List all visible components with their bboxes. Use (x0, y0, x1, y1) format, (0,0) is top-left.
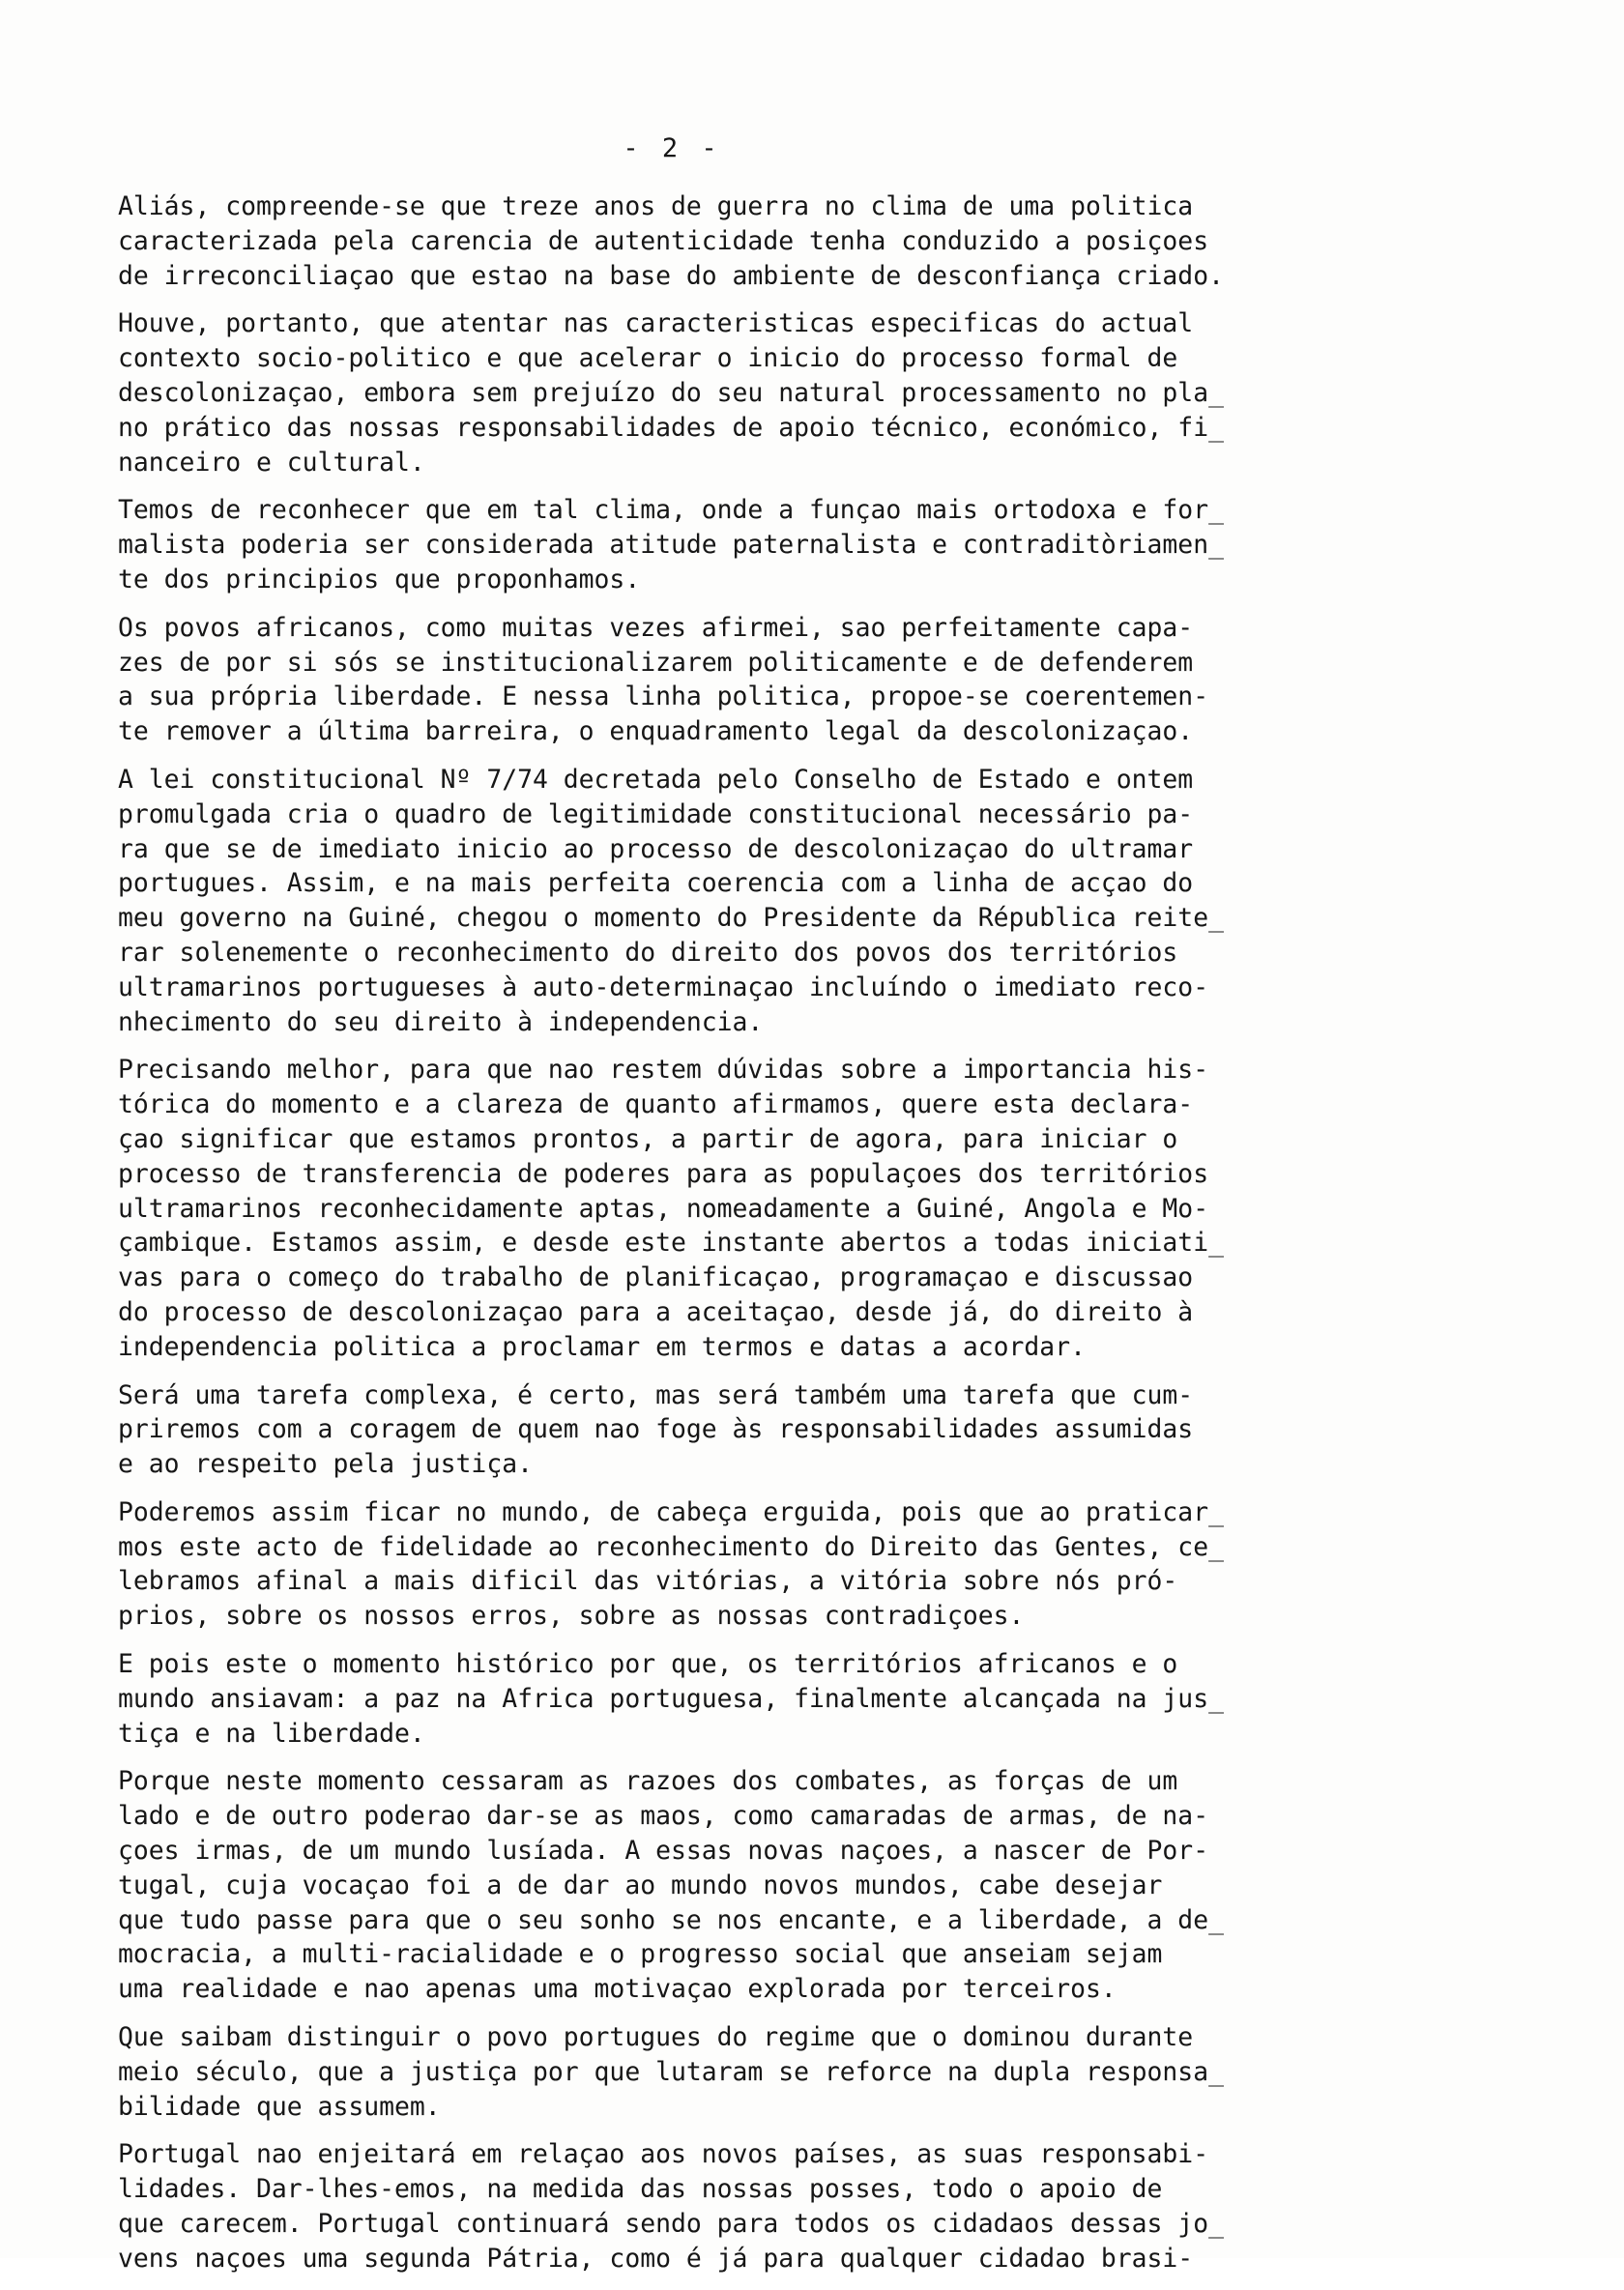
paragraph (118, 493, 1307, 596)
text-line: Precisando melhor, para que nao restem dúvidas sobre a importancia his- (118, 1055, 1209, 1086)
paragraph (118, 1764, 1307, 2007)
text-line: Poderemos assim ficar no mundo, de cabeça erguida, pois que ao praticar_ (118, 1496, 1224, 1527)
text-line: ultramarinos portugueses à auto-determinaçao incluíndo o imediato reco- (118, 971, 1209, 1002)
text-line: rar solenemente o reconhecimento do direito dos povos dos territórios (118, 937, 1178, 968)
text-line: Portugal nao enjeitará em relaçao aos novos países, as suas responsabi- (118, 2139, 1209, 2170)
text-line: vas para o começo do trabalho de planificaçao, programaçao e discussao (118, 1262, 1194, 1293)
text-line: ultramarinos reconhecidamente aptas, nomeadamente a Guiné, Angola e Mo- (118, 1193, 1209, 1224)
text-line: bilidade que assumem. (118, 2091, 441, 2122)
text-line: çoes irmas, de um mundo lusíada. A essas novas naçoes, a nascer de Por- (118, 1836, 1209, 1867)
text-line: caracterizada pela carencia de autenticidade tenha conduzido a posiçoes (118, 225, 1209, 256)
text-line: Temos de reconhecer que em tal clima, onde a funçao mais ortodoxa e for_ (118, 495, 1224, 526)
paragraph (118, 306, 1307, 479)
text-line: uma realidade e nao apenas uma motivaçao explorada por terceiros. (118, 1974, 1116, 2005)
paragraph (118, 1053, 1307, 1364)
text-line: de irreconciliaçao que estao na base do ambiente de desconfiança criado. (118, 260, 1224, 291)
page-number: - 2 - (623, 133, 721, 163)
text-line: no prático das nossas responsabilidades de apoio técnico, económico, fi_ (118, 412, 1224, 443)
text-line: te remover a última barreira, o enquadramento legal da descolonizaçao. (118, 716, 1194, 747)
text-line: descolonizaçao, embora sem prejuízo do seu natural processamento no pla_ (118, 377, 1224, 408)
text-line: zes de por si sós se institucionalizarem politicamente e de defenderem (118, 647, 1194, 678)
text-line: Será uma tarefa complexa, é certo, mas será também uma tarefa que cum- (118, 1379, 1194, 1410)
text-line: te dos principios que proponhamos. (118, 564, 641, 594)
text-line: lidades. Dar-lhes-emos, na medida das nossas posses, todo o apoio de (118, 2174, 1163, 2205)
text-line: mos este acto de fidelidade ao reconhecimento do Direito das Gentes, ce_ (118, 1531, 1224, 1562)
text-line: Porque neste momento cessaram as razoes dos combates, as forças de um (118, 1766, 1178, 1797)
paragraph (118, 189, 1307, 293)
text-line: nhecimento do seu direito à independencia. (118, 1006, 764, 1037)
paragraph (118, 1378, 1307, 1482)
text-line: a sua própria liberdade. E nessa linha politica, propoe-se coerentemen- (118, 681, 1209, 712)
paragraph (118, 1495, 1307, 1634)
paragraph (118, 763, 1307, 1039)
text-line: E pois este o momento histórico por que, os territórios africanos e o (118, 1649, 1178, 1680)
text-line: çao significar que estamos prontos, a partir de agora, para iniciar o (118, 1123, 1178, 1154)
text-line: nanceiro e cultural. (118, 447, 425, 478)
text-line: lebramos afinal a mais dificil das vitórias, a vitória sobre nós pró- (118, 1566, 1178, 1597)
text-line: meu governo na Guiné, chegou o momento do Presidente da Républica reite_ (118, 903, 1224, 934)
text-line: A lei constitucional Nº 7/74 decretada pelo Conselho de Estado e ontem (118, 764, 1194, 795)
text-line: e ao respeito pela justiça. (118, 1449, 533, 1480)
text-line: meio século, que a justiça por que lutaram se reforce na dupla responsa_ (118, 2056, 1224, 2087)
paragraph (118, 1647, 1307, 1751)
text-line: vens naçoes uma segunda Pátria, como é já para qualquer cidadao brasi- (118, 2243, 1194, 2274)
text-line: prios, sobre os nossos erros, sobre as nossas contradiçoes. (118, 1601, 1025, 1632)
text-line: que tudo passe para que o seu sonho se nos encante, e a liberdade, a de_ (118, 1904, 1224, 1935)
text-line: Os povos africanos, como muitas vezes afirmei, sao perfeitamente capa- (118, 612, 1194, 643)
text-line: çambique. Estamos assim, e desde este instante abertos a todas iniciati_ (118, 1228, 1224, 1259)
text-line: tiça e na liberdade. (118, 1718, 425, 1749)
text-line: Houve, portanto, que atentar nas caracteristicas especificas do actual (118, 308, 1194, 339)
text-line: mocracia, a multi-racialidade e o progresso social que anseiam sejam (118, 1939, 1163, 1970)
text-line: do processo de descolonizaçao para a aceitaçao, desde já, do direito à (118, 1296, 1194, 1327)
text-line: contexto socio-politico e que acelerar o inicio do processo formal de (118, 343, 1178, 374)
text-line: priremos com a coragem de quem nao foge às responsabilidades assumidas (118, 1414, 1194, 1445)
text-line: que carecem. Portugal continuará sendo para todos os cidadaos dessas jo_ (118, 2209, 1224, 2240)
document-body (118, 189, 1307, 2290)
text-line: promulgada cria o quadro de legitimidade constitucional necessário pa- (118, 798, 1194, 829)
paragraph (118, 2137, 1307, 2276)
text-line: tórica do momento e a clareza de quanto afirmamos, quere esta declara- (118, 1089, 1194, 1120)
text-line: tugal, cuja vocaçao foi a de dar ao mundo novos mundos, cabe desejar (118, 1870, 1163, 1900)
text-line: processo de transferencia de poderes para as populaçoes dos territórios (118, 1158, 1209, 1189)
text-line: mundo ansiavam: a paz na Africa portuguesa, finalmente alcançada na jus_ (118, 1683, 1224, 1714)
text-line: ra que se de imediato inicio ao processo de descolonizaçao do ultramar (118, 833, 1194, 864)
text-line: malista poderia ser considerada atitude paternalista e contraditòriamen_ (118, 530, 1224, 561)
text-line: portugues. Assim, e na mais perfeita coerencia com a linha de acçao do (118, 868, 1194, 899)
paragraph (118, 611, 1307, 749)
text-line: independencia politica a proclamar em termos e datas a acordar. (118, 1331, 1086, 1362)
paragraph (118, 2020, 1307, 2124)
text-line: Aliás, compreende-se que treze anos de guerra no clima de uma politica (118, 191, 1194, 221)
text-line: Que saibam distinguir o povo portugues do regime que o dominou durante (118, 2022, 1194, 2053)
text-line: lado e de outro poderao dar-se as maos, como camaradas de armas, de na- (118, 1801, 1209, 1832)
